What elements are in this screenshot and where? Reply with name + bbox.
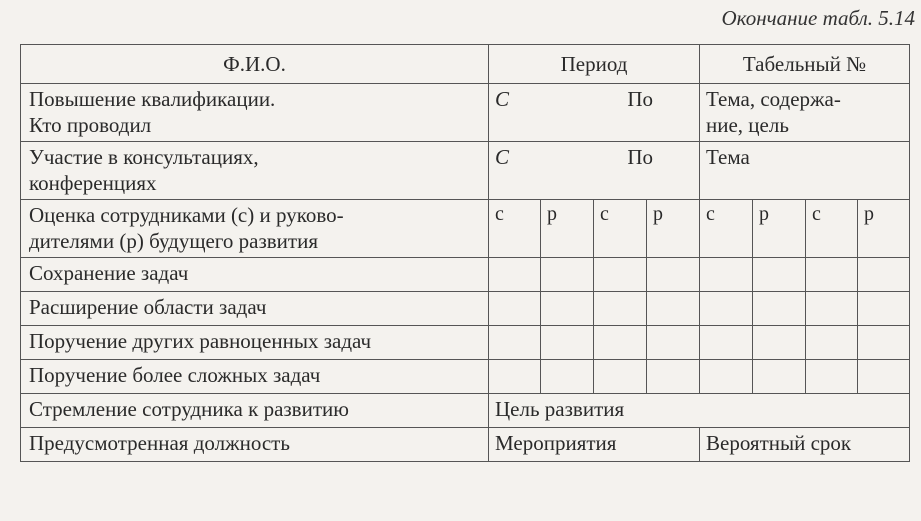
empty-cell bbox=[541, 292, 594, 326]
label-complex-tasks: Поручение более сложных задач bbox=[21, 360, 489, 394]
empty-cell bbox=[858, 360, 910, 394]
empty-cell bbox=[647, 326, 700, 360]
empty-cell bbox=[700, 292, 753, 326]
position-term: Вероятный срок bbox=[700, 428, 910, 462]
empty-cell bbox=[541, 360, 594, 394]
empty-cell bbox=[806, 292, 858, 326]
mark-cell: с bbox=[700, 200, 753, 258]
label-expand-tasks: Расширение области задач bbox=[21, 292, 489, 326]
label-assessment: Оценка сотрудниками (с) и руково- дителями (р) будущего развития bbox=[21, 200, 489, 258]
label-keep-tasks: Сохранение задач bbox=[21, 258, 489, 292]
empty-cell bbox=[647, 258, 700, 292]
empty-cell bbox=[753, 258, 806, 292]
consultations-topic: Тема bbox=[700, 142, 910, 200]
empty-cell bbox=[541, 326, 594, 360]
row-equal-tasks bbox=[21, 326, 910, 360]
row-aspiration bbox=[21, 394, 910, 428]
empty-cell bbox=[806, 360, 858, 394]
empty-cell bbox=[647, 360, 700, 394]
row-qualification bbox=[21, 84, 910, 142]
empty-cell bbox=[489, 360, 541, 394]
empty-cell bbox=[594, 360, 647, 394]
qualification-period: С По bbox=[489, 84, 700, 142]
empty-cell bbox=[858, 258, 910, 292]
row-expand-tasks bbox=[21, 292, 910, 326]
consultations-period: С По bbox=[489, 142, 700, 200]
empty-cell bbox=[700, 258, 753, 292]
empty-cell bbox=[858, 326, 910, 360]
development-goal: Цель развития bbox=[489, 394, 910, 428]
mark-cell: р bbox=[753, 200, 806, 258]
empty-cell bbox=[753, 292, 806, 326]
mark-cell: р bbox=[858, 200, 910, 258]
label-qualification: Повышение квалификации. Кто проводил bbox=[21, 84, 489, 142]
header-tab-number: Табельный № bbox=[700, 45, 910, 84]
table-caption: Окончание табл. 5.14 bbox=[721, 6, 915, 30]
mark-cell: с bbox=[489, 200, 541, 258]
empty-cell bbox=[806, 326, 858, 360]
header-row bbox=[21, 45, 910, 84]
empty-cell bbox=[489, 292, 541, 326]
empty-cell bbox=[806, 258, 858, 292]
empty-cell bbox=[594, 326, 647, 360]
empty-cell bbox=[700, 360, 753, 394]
row-keep-tasks bbox=[21, 258, 910, 292]
empty-cell bbox=[700, 326, 753, 360]
empty-cell bbox=[647, 292, 700, 326]
empty-cell bbox=[489, 258, 541, 292]
label-equal-tasks: Поручение других равноценных задач bbox=[21, 326, 489, 360]
mark-cell: р bbox=[647, 200, 700, 258]
label-position: Предусмотренная должность bbox=[21, 428, 489, 462]
label-consultations: Участие в консультациях, конференциях bbox=[21, 142, 489, 200]
qualification-topic: Тема, содержа- ние, цель bbox=[700, 84, 910, 142]
empty-cell bbox=[541, 258, 594, 292]
position-measures: Мероприятия bbox=[489, 428, 700, 462]
empty-cell bbox=[594, 292, 647, 326]
empty-cell bbox=[753, 360, 806, 394]
mark-cell: р bbox=[541, 200, 594, 258]
row-complex-tasks bbox=[21, 360, 910, 394]
empty-cell bbox=[489, 326, 541, 360]
empty-cell bbox=[594, 258, 647, 292]
row-consultations bbox=[21, 142, 910, 200]
header-name: Ф.И.О. bbox=[21, 45, 489, 84]
header-period: Период bbox=[489, 45, 700, 84]
development-table bbox=[20, 44, 910, 462]
empty-cell bbox=[753, 326, 806, 360]
empty-cell bbox=[858, 292, 910, 326]
row-position bbox=[21, 428, 910, 462]
mark-cell: с bbox=[806, 200, 858, 258]
label-aspiration: Стремление сотрудника к развитию bbox=[21, 394, 489, 428]
row-assessment bbox=[21, 200, 910, 258]
mark-cell: с bbox=[594, 200, 647, 258]
